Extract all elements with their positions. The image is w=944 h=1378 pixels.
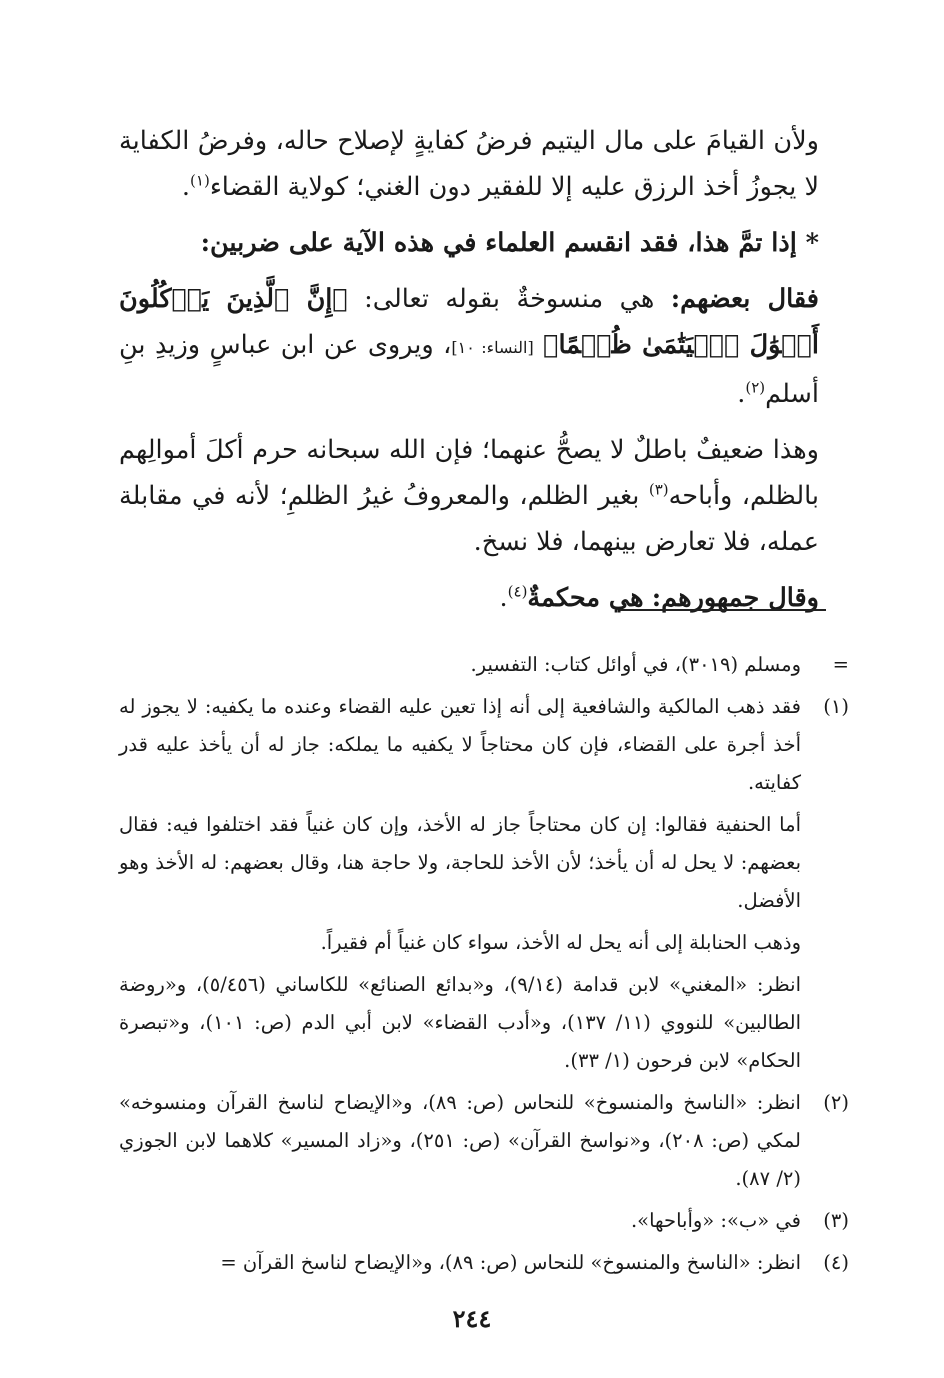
page-number: ٢٤٤ — [452, 1304, 492, 1333]
footnote-2-marker: (٢) — [823, 1091, 849, 1114]
footnote-3-text: في «ب»: «وأباحها». — [630, 1209, 801, 1232]
continuation-marker: = — [832, 653, 849, 676]
p4-text2: بغير الظلم، والمعروفُ غيرُ الظلمِ؛ لأنه في مقابلة عمله، فلا تعارض بينهما، فلا نسخ. — [119, 481, 819, 557]
footnote-4 — [119, 1244, 849, 1286]
footnote-1-p4: انظر: «المغني» لابن قدامة (٩/١٤)، و«بدائع الصنائع» للكاساني (٥/٤٥٦)، و«روضة الطالبين» للنووي (١١/ ١٣٧)، و«أدب القضاء» لابن أبي الدم (ص: ١٠١)، و«تبصرة الحكام» لابن فرحون (١/ ٣٣). — [119, 973, 801, 1072]
footnote-ref-4: (٤) — [507, 582, 528, 601]
footnote-ref-1: (١) — [190, 171, 210, 190]
footnote-2-text: انظر: «الناسخ والمنسوخ» للنحاس (ص: ٨٩)، و«الإيضاح لناسخ القرآن ومنسوخه» لمكي (ص: ٢٠٨)، و«نواسخ القرآن» (ص: ٢٥١)، و«زاد المسير» كلاهما لابن الجوزي (٢/ ٨٧). — [119, 1091, 801, 1190]
section-heading: * إذا تمَّ هذا، فقد انقسم العلماء في هذه الآية على ضربين: — [200, 228, 819, 258]
footnote-ref-2: (٢) — [745, 378, 766, 397]
footnote-1-p1: فقد ذهب المالكية والشافعية إلى أنه إذا تعين عليه القضاء وعنده ما يكفيه: لا يجوز له أخذ أجرة على القضاء، فإن كان محتاجاً لا يكفيه ما يملكه: جاز له أن يأخذ عليه قدر كفايته. — [119, 695, 801, 794]
p1-text: ولأن القيامَ على مال اليتيم فرضُ كفايةٍ لإصلاح حاله، وفرضُ الكفاية لا يجوزُ أخذ الرزق عليه إلا للفقير دون الغني؛ كولاية القضاء — [119, 126, 819, 202]
verse-reference: [النساء: ١٠] — [451, 338, 534, 357]
main-text — [119, 118, 819, 631]
footnote-3 — [119, 1202, 849, 1244]
p3-end: . — [737, 379, 746, 409]
continuation-text: ومسلم (٣٠١٩)، في أوائل كتاب: التفسير. — [470, 653, 801, 676]
p3-lead: فقال بعضهم: — [670, 284, 820, 314]
footnote-4-text: انظر: «الناسخ والمنسوخ» للنحاس (ص: ٨٩)، و«الإيضاح لناسخ القرآن = — [220, 1251, 801, 1274]
footnote-1 — [119, 688, 849, 1084]
footnote-3-marker: (٣) — [823, 1209, 849, 1232]
footnote-1-marker: (١) — [823, 695, 849, 718]
p5-lead: وقال جمهورهم: — [651, 583, 819, 613]
p4-text1: وهذا ضعيفٌ باطلٌ لا يصحُّ عنهما؛ فإن الله سبحانه حرم أكلَ أموالِهم بالظلم، وأباحه — [119, 435, 819, 511]
p1-end: . — [181, 172, 191, 202]
p5-text: هي محكمةٌ — [527, 583, 644, 613]
footnote-1-p2: أما الحنفية فقالوا: إن كان محتاجاً جاز له الأخذ، وإن كان غنياً فقد اختلفوا فيه: فقال بعضهم: لا يحل له أن يأخذ؛ لأن الأخذ للحاجة، ولا حاجة هنا، وقال بعضهم: له الأخذ وهو الأفضل. — [119, 813, 801, 912]
footnote-1-p3: وذهب الحنابلة إلى أنه يحل له الأخذ، سواء كان غنياً أم فقيراً. — [320, 931, 801, 954]
p3-text1: هي منسوخةٌ بقوله تعالى: — [364, 284, 655, 314]
footnote-separator — [620, 609, 826, 611]
p3-text2: ، ويروى عن ابن عباسٍ وزيدِ بنِ أسلم — [119, 330, 819, 409]
footnote-ref-3: (٣) — [648, 480, 669, 499]
footnote-4-marker: (٤) — [823, 1251, 849, 1274]
quran-verse: ﴿إِنَّ ٱلَّذِينَ يَأۡكُلُونَ أَمۡوَٰلَ ٱلۡيَتَٰمَىٰ ظُلۡمًا﴾ — [119, 284, 819, 360]
footnote-2 — [119, 1084, 849, 1202]
paragraph-4 — [119, 427, 819, 565]
paragraph-5 — [119, 575, 819, 621]
footnotes-section — [119, 646, 849, 1286]
paragraph-1 — [119, 118, 819, 210]
paragraph-3 — [119, 276, 819, 417]
p5-end: . — [499, 583, 508, 613]
footnote-continuation — [119, 646, 849, 688]
